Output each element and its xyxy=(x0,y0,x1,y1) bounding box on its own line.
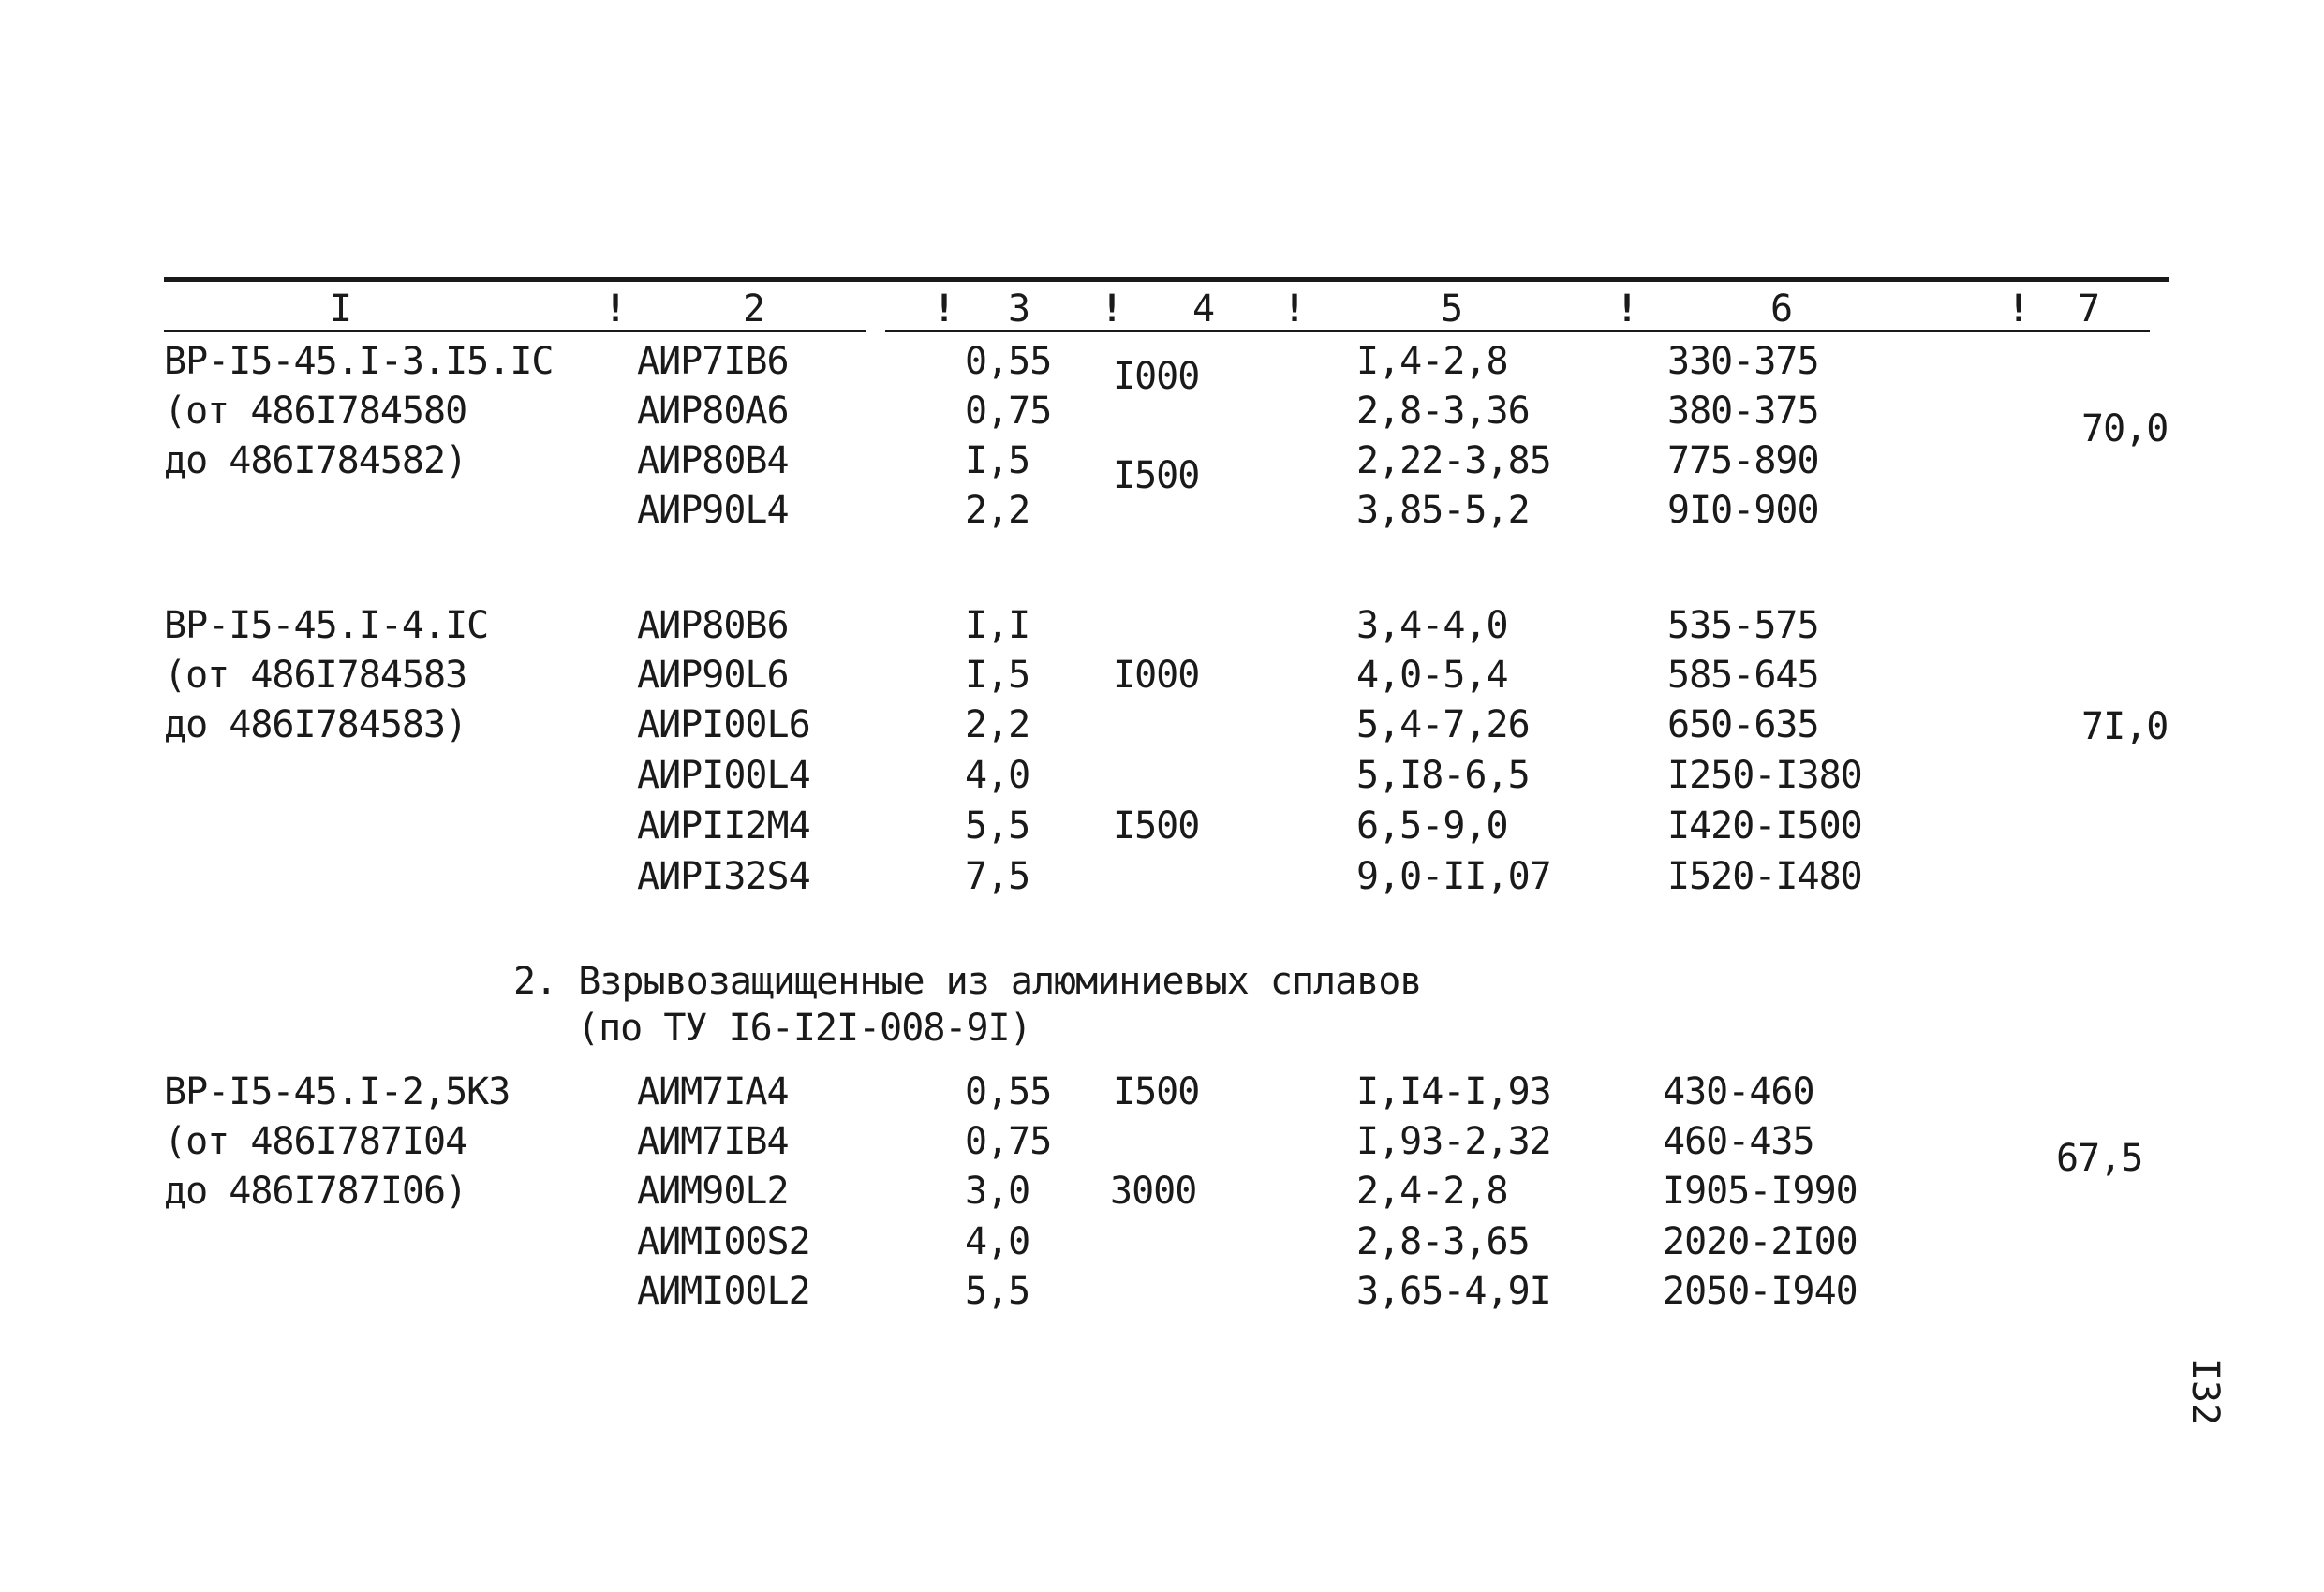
group1-pressure-3: 775-890 xyxy=(1667,439,1819,482)
group1-power-4: 2,2 xyxy=(965,489,1030,532)
header-col3: 3 xyxy=(1008,287,1030,331)
group2-power-5: 5,5 xyxy=(965,804,1030,848)
group2-pressure-6: I520-I480 xyxy=(1667,855,1862,898)
group1-motor-4: АИР90L4 xyxy=(637,489,789,532)
group3-motor-5: АИМI00L2 xyxy=(637,1270,810,1313)
group2-flow-6: 9,0-II,07 xyxy=(1356,855,1551,898)
group1-motor-2: АИР80А6 xyxy=(637,390,789,433)
section-subheading: (по ТУ I6-I2I-008-9I) xyxy=(577,1007,1031,1050)
group3-motor-1: АИМ7IА4 xyxy=(637,1070,789,1113)
group2-power-2: I,5 xyxy=(965,654,1030,697)
group1-mass: 70,0 xyxy=(2081,407,2169,450)
header-sep-6: ! xyxy=(2007,287,2031,331)
group2-pressure-5: I420-I500 xyxy=(1667,804,1862,848)
group2-flow-4: 5,I8-6,5 xyxy=(1356,754,1530,797)
header-col5: 5 xyxy=(1441,287,1463,331)
header-col1: I xyxy=(330,287,352,331)
header-underline-col3to7 xyxy=(885,330,2150,332)
group2-speed-1: I000 xyxy=(1113,654,1200,697)
group2-power-3: 2,2 xyxy=(965,703,1030,746)
group3-power-4: 4,0 xyxy=(965,1220,1030,1263)
group3-motor-2: АИМ7IВ4 xyxy=(637,1120,789,1163)
group1-label-1: ВР-I5-45.I-3.I5.IC xyxy=(164,340,554,383)
group2-motor-2: АИР90L6 xyxy=(637,654,789,697)
group1-label-2: (от 486I784580 xyxy=(164,390,467,433)
group3-power-3: 3,0 xyxy=(965,1170,1030,1213)
group3-flow-2: I,93-2,32 xyxy=(1356,1120,1551,1163)
group3-speed-2: 3000 xyxy=(1110,1170,1197,1213)
header-sep-4: ! xyxy=(1283,287,1307,331)
header-col7: 7 xyxy=(2078,287,2100,331)
group3-pressure-2: 460-435 xyxy=(1663,1120,1814,1163)
group3-power-2: 0,75 xyxy=(965,1120,1052,1163)
header-sep-2: ! xyxy=(933,287,956,331)
group3-mass: 67,5 xyxy=(2056,1137,2143,1180)
group2-speed-2: I500 xyxy=(1113,804,1200,848)
group2-motor-3: АИРI00L6 xyxy=(637,703,810,746)
group2-label-3: до 486I784583) xyxy=(164,703,467,746)
section-heading: 2. Взрывозащищенные из алюминиевых сплавов xyxy=(513,960,1422,1003)
group3-flow-1: I,I4-I,93 xyxy=(1356,1070,1551,1113)
group2-flow-1: 3,4-4,0 xyxy=(1356,604,1508,647)
group3-flow-5: 3,65-4,9I xyxy=(1356,1270,1551,1313)
group2-motor-1: АИР80В6 xyxy=(637,604,789,647)
group2-pressure-4: I250-I380 xyxy=(1667,754,1862,797)
group3-speed-1: I500 xyxy=(1113,1070,1200,1113)
group2-flow-5: 6,5-9,0 xyxy=(1356,804,1508,848)
header-col4: 4 xyxy=(1192,287,1215,331)
header-col6: 6 xyxy=(1770,287,1793,331)
group1-speed-2: I500 xyxy=(1113,454,1200,497)
group1-speed-1: I000 xyxy=(1113,355,1200,398)
group1-label-3: до 486I784582) xyxy=(164,439,467,482)
group3-label-3: до 486I787I06) xyxy=(164,1170,467,1213)
group2-label-1: ВР-I5-45.I-4.IC xyxy=(164,604,489,647)
header-sep-1: ! xyxy=(604,287,628,331)
group2-motor-5: АИРII2М4 xyxy=(637,804,810,848)
group1-flow-3: 2,22-3,85 xyxy=(1356,439,1551,482)
header-col2: 2 xyxy=(743,287,765,331)
group3-pressure-5: 2050-I940 xyxy=(1663,1270,1858,1313)
group1-motor-1: АИР7IВ6 xyxy=(637,340,789,383)
group2-mass: 7I,0 xyxy=(2081,705,2169,748)
group2-motor-4: АИРI00L4 xyxy=(637,754,810,797)
group1-pressure-1: 330-375 xyxy=(1667,340,1819,383)
group1-power-1: 0,55 xyxy=(965,340,1052,383)
group2-pressure-2: 585-645 xyxy=(1667,654,1819,697)
group2-label-2: (от 486I784583 xyxy=(164,654,467,697)
group3-label-2: (от 486I787I04 xyxy=(164,1120,467,1163)
group2-pressure-3: 650-635 xyxy=(1667,703,1819,746)
group3-motor-3: АИМ90L2 xyxy=(637,1170,789,1213)
group1-flow-4: 3,85-5,2 xyxy=(1356,489,1530,532)
group3-flow-3: 2,4-2,8 xyxy=(1356,1170,1508,1213)
group2-pressure-1: 535-575 xyxy=(1667,604,1819,647)
page-number: I32 xyxy=(2183,1357,2228,1426)
group2-power-4: 4,0 xyxy=(965,754,1030,797)
group3-power-5: 5,5 xyxy=(965,1270,1030,1313)
group2-flow-2: 4,0-5,4 xyxy=(1356,654,1508,697)
group3-pressure-3: I905-I990 xyxy=(1663,1170,1858,1213)
header-underline-col2 xyxy=(473,330,866,332)
group2-motor-6: АИРI32S4 xyxy=(637,855,810,898)
header-sep-3: ! xyxy=(1101,287,1124,331)
group3-label-1: ВР-I5-45.I-2,5К3 xyxy=(164,1070,511,1113)
group1-pressure-2: 380-375 xyxy=(1667,390,1819,433)
group1-pressure-4: 9I0-900 xyxy=(1667,489,1819,532)
group2-power-6: 7,5 xyxy=(965,855,1030,898)
group2-power-1: I,I xyxy=(965,604,1030,647)
group1-flow-1: I,4-2,8 xyxy=(1356,340,1508,383)
group1-motor-3: АИР80В4 xyxy=(637,439,789,482)
group3-motor-4: АИМI00S2 xyxy=(637,1220,810,1263)
group2-flow-3: 5,4-7,26 xyxy=(1356,703,1530,746)
header-sep-5: ! xyxy=(1616,287,1639,331)
group1-flow-2: 2,8-3,36 xyxy=(1356,390,1530,433)
table-top-rule xyxy=(164,277,2169,282)
group3-pressure-1: 430-460 xyxy=(1663,1070,1814,1113)
group1-power-3: I,5 xyxy=(965,439,1030,482)
group3-power-1: 0,55 xyxy=(965,1070,1052,1113)
group3-flow-4: 2,8-3,65 xyxy=(1356,1220,1530,1263)
group1-power-2: 0,75 xyxy=(965,390,1052,433)
group3-pressure-4: 2020-2I00 xyxy=(1663,1220,1858,1263)
